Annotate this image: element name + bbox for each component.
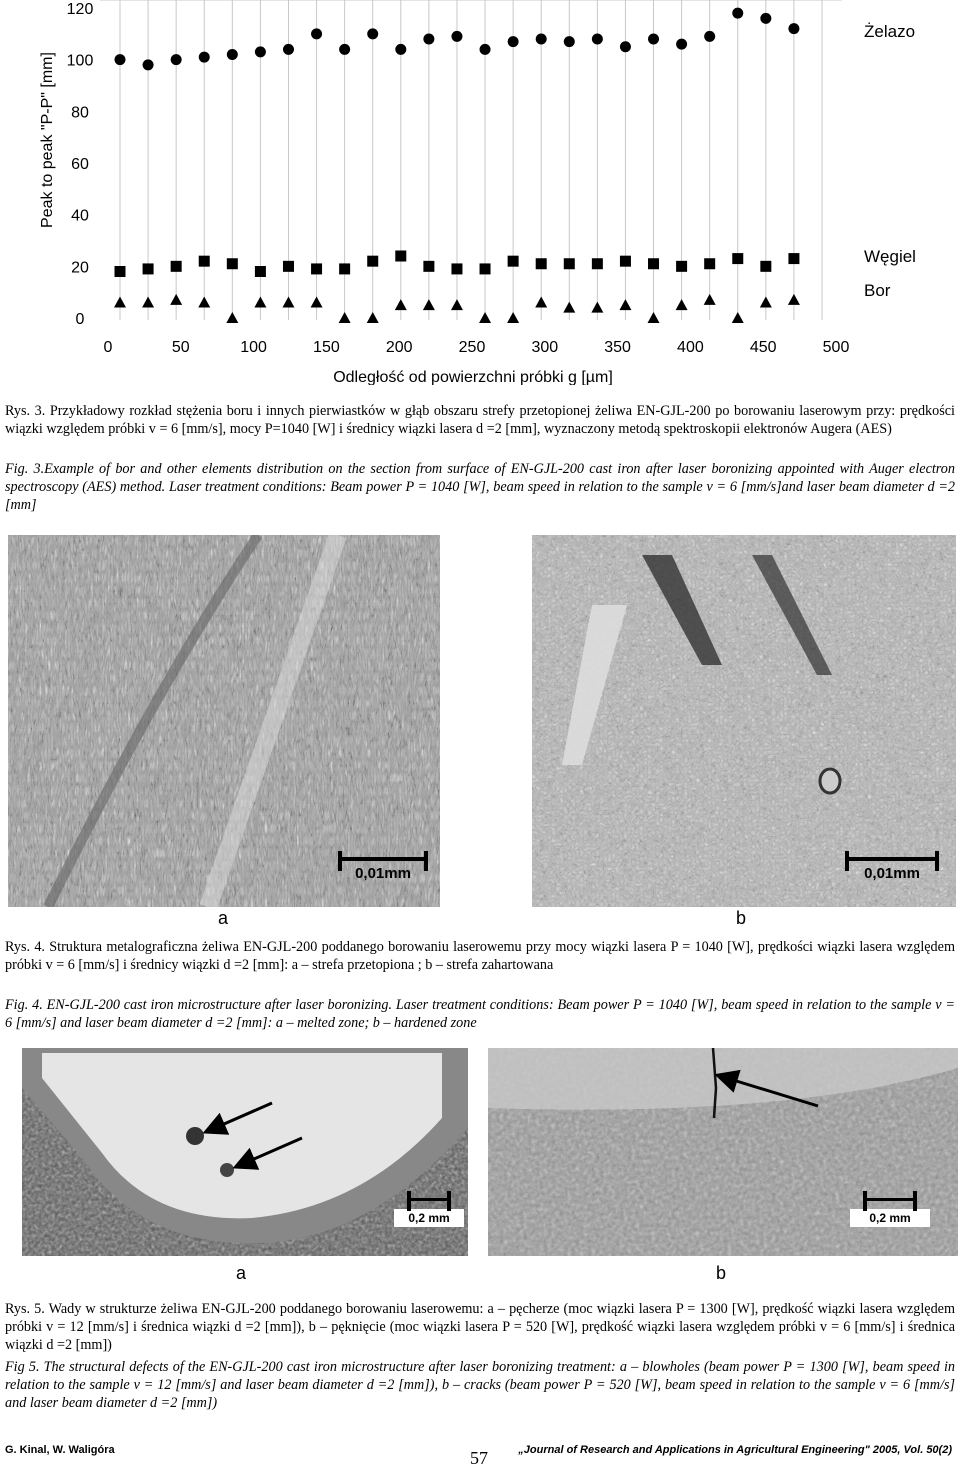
point-Węgiel bbox=[171, 261, 182, 272]
defect-photo-a bbox=[22, 1048, 468, 1256]
x-tick-label: 300 bbox=[531, 339, 559, 356]
footer-authors: G. Kinal, W. Waligóra bbox=[5, 1444, 115, 1456]
x-tick-label: 350 bbox=[604, 339, 631, 356]
point-Węgiel bbox=[395, 251, 406, 262]
point-Węgiel bbox=[648, 258, 659, 269]
chart-grid bbox=[100, 0, 842, 320]
point-Bor bbox=[198, 297, 210, 308]
x-tick-label: 200 bbox=[385, 339, 413, 356]
scale-bar-b bbox=[842, 857, 942, 882]
auger-chart bbox=[0, 0, 960, 385]
microstructure-image-a bbox=[8, 535, 440, 907]
point-Żelazo bbox=[339, 44, 350, 55]
point-Bor bbox=[254, 297, 266, 308]
point-Węgiel bbox=[143, 263, 154, 274]
point-Węgiel bbox=[508, 256, 519, 267]
point-Węgiel bbox=[339, 263, 350, 274]
rys5-caption-pl: Rys. 5. Wady w strukturze żeliwa EN-GJL-200 poddanego borowaniu laserowemu: a – pęcherze (moc wiązki lasera P = 1300 [W], prędkość wiązki lasera względem próbki v = 12 [mm/s] i średnica wiązki d =2 [mm]), b – pęknięcie (moc wiązki lasera P = 520 [W], prędkość wiązki lasera względem próbki v = 6 [mm/s] i średnica wiązki d =2 [mm]) bbox=[5, 1301, 955, 1353]
point-Bor bbox=[507, 312, 519, 323]
point-Bor bbox=[339, 312, 351, 323]
y-tick-label: 20 bbox=[71, 259, 89, 277]
point-Żelazo bbox=[480, 44, 491, 55]
point-Żelazo bbox=[676, 39, 687, 50]
point-Bor bbox=[676, 299, 688, 310]
point-Węgiel bbox=[676, 261, 687, 272]
page-number: 57 bbox=[470, 1448, 488, 1468]
point-Bor bbox=[788, 294, 800, 305]
point-Węgiel bbox=[760, 261, 771, 272]
point-Węgiel bbox=[311, 263, 322, 274]
point-Węgiel bbox=[620, 256, 631, 267]
point-Węgiel bbox=[536, 258, 547, 269]
point-Żelazo bbox=[788, 23, 799, 34]
point-Żelazo bbox=[255, 46, 266, 57]
defect-photo-b bbox=[488, 1048, 958, 1256]
point-Węgiel bbox=[564, 258, 575, 269]
point-Żelazo bbox=[732, 8, 743, 19]
y-tick-label: 80 bbox=[71, 104, 89, 122]
point-Węgiel bbox=[423, 261, 434, 272]
point-Węgiel bbox=[255, 266, 266, 277]
point-Bor bbox=[732, 312, 744, 323]
point-Bor bbox=[142, 297, 154, 308]
point-Węgiel bbox=[480, 263, 491, 274]
x-tick-label: 400 bbox=[677, 339, 704, 356]
point-Żelazo bbox=[171, 54, 182, 65]
point-Węgiel bbox=[283, 261, 294, 272]
footer-journal: „Journal of Research and Applications in Agricultural Engineering" 2005, Vol. 50(2) bbox=[518, 1444, 952, 1456]
rys5-label-b: b bbox=[716, 1263, 727, 1283]
point-Węgiel bbox=[451, 263, 462, 274]
x-tick-label: 0 bbox=[103, 339, 113, 356]
y-tick-labels bbox=[67, 1, 94, 328]
point-Żelazo bbox=[143, 59, 154, 70]
point-Bor bbox=[311, 297, 323, 308]
y-tick-label: 120 bbox=[66, 1, 94, 18]
rys4-label-b: b bbox=[736, 908, 747, 928]
point-Bor bbox=[226, 312, 238, 323]
microstructure-photo-b bbox=[532, 535, 956, 907]
y-tick-label: 40 bbox=[71, 207, 89, 225]
point-Węgiel bbox=[227, 258, 238, 269]
point-Węgiel bbox=[199, 256, 210, 267]
point-Węgiel bbox=[367, 256, 378, 267]
x-tick-labels bbox=[104, 339, 850, 356]
x-tick-label: 500 bbox=[822, 339, 850, 356]
point-Żelazo bbox=[508, 36, 519, 47]
point-Bor bbox=[535, 297, 547, 308]
point-Bor bbox=[704, 294, 716, 305]
point-Żelazo bbox=[311, 28, 322, 39]
point-Żelazo bbox=[648, 34, 659, 45]
rys3-caption-en: Fig. 3.Example of bor and other elements distribution on the section from surface of EN-GJL-200 cast iron after laser boronizing appointed with Auger electron spectroscopy (AES) method. Laser treatment conditions: Beam power P = 1040 [W], beam speed in relation to the sample v = 6 [mm/s]and laser beam diameter d =2 [mm] bbox=[5, 461, 955, 513]
point-Bor bbox=[591, 302, 603, 313]
scale-bar-a bbox=[338, 857, 428, 882]
point-Bor bbox=[451, 299, 463, 310]
point-Żelazo bbox=[536, 34, 547, 45]
scale-bar-5a-label: 0,2 mm bbox=[394, 1209, 464, 1227]
point-Bor bbox=[367, 312, 379, 323]
point-Żelazo bbox=[227, 49, 238, 60]
scale-bar-5b-label: 0,2 mm bbox=[850, 1209, 930, 1227]
microstructure-photo-a bbox=[8, 535, 440, 907]
legend-Bor: Bor bbox=[864, 281, 891, 300]
x-tick-label: 50 bbox=[171, 339, 190, 356]
point-Węgiel bbox=[732, 253, 743, 264]
point-Żelazo bbox=[760, 13, 771, 24]
point-Żelazo bbox=[283, 44, 294, 55]
x-axis-label: Odległość od powierzchni próbki g [µm] bbox=[333, 369, 613, 385]
rys4-caption-pl: Rys. 4. Struktura metalograficzna żeliwa EN-GJL-200 poddanego borowaniu laserowemu przy mocy wiązki lasera P = 1040 [W], prędkości wiązki lasera względem próbki v = 6 [mm/s] i średnicy wiązki d =2 [mm]: a – strefa przetopiona ; b – strefa zahartowana bbox=[5, 939, 955, 973]
rys3-caption-pl: Rys. 3. Przykładowy rozkład stężenia boru i innych pierwiastków w głąb obszaru strefy przetopionej żeliwa EN-GJL-200 po borowaniu laserowym przy: prędkości wiązki względem próbki v = 6 [mm/s], mocy P=1040 [W] i średnicy wiązki lasera d =2 [mm], wyznaczony metodą spektroskopii elektronów Augera (AES) bbox=[5, 403, 955, 437]
point-Żelazo bbox=[115, 54, 126, 65]
x-tick-label: 100 bbox=[240, 339, 267, 356]
point-Żelazo bbox=[367, 28, 378, 39]
legend-Żelazo: Żelazo bbox=[864, 22, 916, 41]
y-tick-label: 0 bbox=[75, 311, 85, 328]
x-tick-label: 150 bbox=[313, 339, 340, 356]
rys5-label-a: a bbox=[236, 1263, 247, 1283]
scale-bar-a-label: 0,01mm bbox=[355, 865, 411, 882]
point-Bor bbox=[479, 312, 491, 323]
point-Bor bbox=[170, 294, 182, 305]
point-Bor bbox=[563, 302, 575, 313]
legend-Węgiel: Węgiel bbox=[864, 247, 916, 266]
point-Węgiel bbox=[704, 258, 715, 269]
point-Żelazo bbox=[395, 44, 406, 55]
point-Żelazo bbox=[592, 34, 603, 45]
point-Żelazo bbox=[704, 31, 715, 42]
point-Węgiel bbox=[788, 253, 799, 264]
rys4-label-a: a bbox=[218, 908, 229, 928]
point-Bor bbox=[760, 297, 772, 308]
point-Żelazo bbox=[423, 34, 434, 45]
point-Bor bbox=[114, 297, 126, 308]
x-tick-label: 450 bbox=[749, 339, 777, 356]
point-Bor bbox=[395, 299, 407, 310]
scale-bar-b-label: 0,01mm bbox=[864, 865, 920, 882]
rys4-caption-en: Fig. 4. EN-GJL-200 cast iron microstructure after laser boronizing. Laser treatment conditions: Beam power P = 1040 [W], beam speed in relation to the sample v = 6 [mm/s] and laser beam diameter d =2 [mm]: a – melted zone; b – hardened zone bbox=[5, 997, 955, 1031]
microstructure-image-b bbox=[532, 535, 956, 907]
point-Bor bbox=[619, 299, 631, 310]
point-Żelazo bbox=[451, 31, 462, 42]
y-axis-label: Peak to peak "P-P" [mm] bbox=[39, 52, 56, 228]
chart-legend bbox=[864, 22, 916, 300]
point-Bor bbox=[648, 312, 660, 323]
point-Bor bbox=[423, 299, 435, 310]
point-Żelazo bbox=[564, 36, 575, 47]
y-tick-label: 60 bbox=[71, 156, 89, 173]
point-Węgiel bbox=[592, 258, 603, 269]
point-Żelazo bbox=[199, 52, 210, 63]
rys5-caption-en: Fig 5. The structural defects of the EN-GJL-200 cast iron microstructure after laser boronizing treatment: a – blowholes (beam power P = 1300 [W], beam speed in relation to the sample v = 12 [mm/s] and laser beam diameter d =2 [mm]), b – cracks (beam power P = 520 [W], beam speed in relation to the sample v = 6 [mm/s] and laser beam diameter d =2 [mm]) bbox=[5, 1359, 955, 1411]
scale-bar-5b bbox=[850, 1198, 930, 1227]
point-Żelazo bbox=[620, 41, 631, 52]
scale-bar-5a bbox=[394, 1198, 464, 1227]
point-Węgiel bbox=[115, 266, 126, 277]
x-tick-label: 250 bbox=[458, 339, 486, 356]
point-Bor bbox=[282, 297, 294, 308]
y-tick-label: 100 bbox=[66, 52, 94, 70]
